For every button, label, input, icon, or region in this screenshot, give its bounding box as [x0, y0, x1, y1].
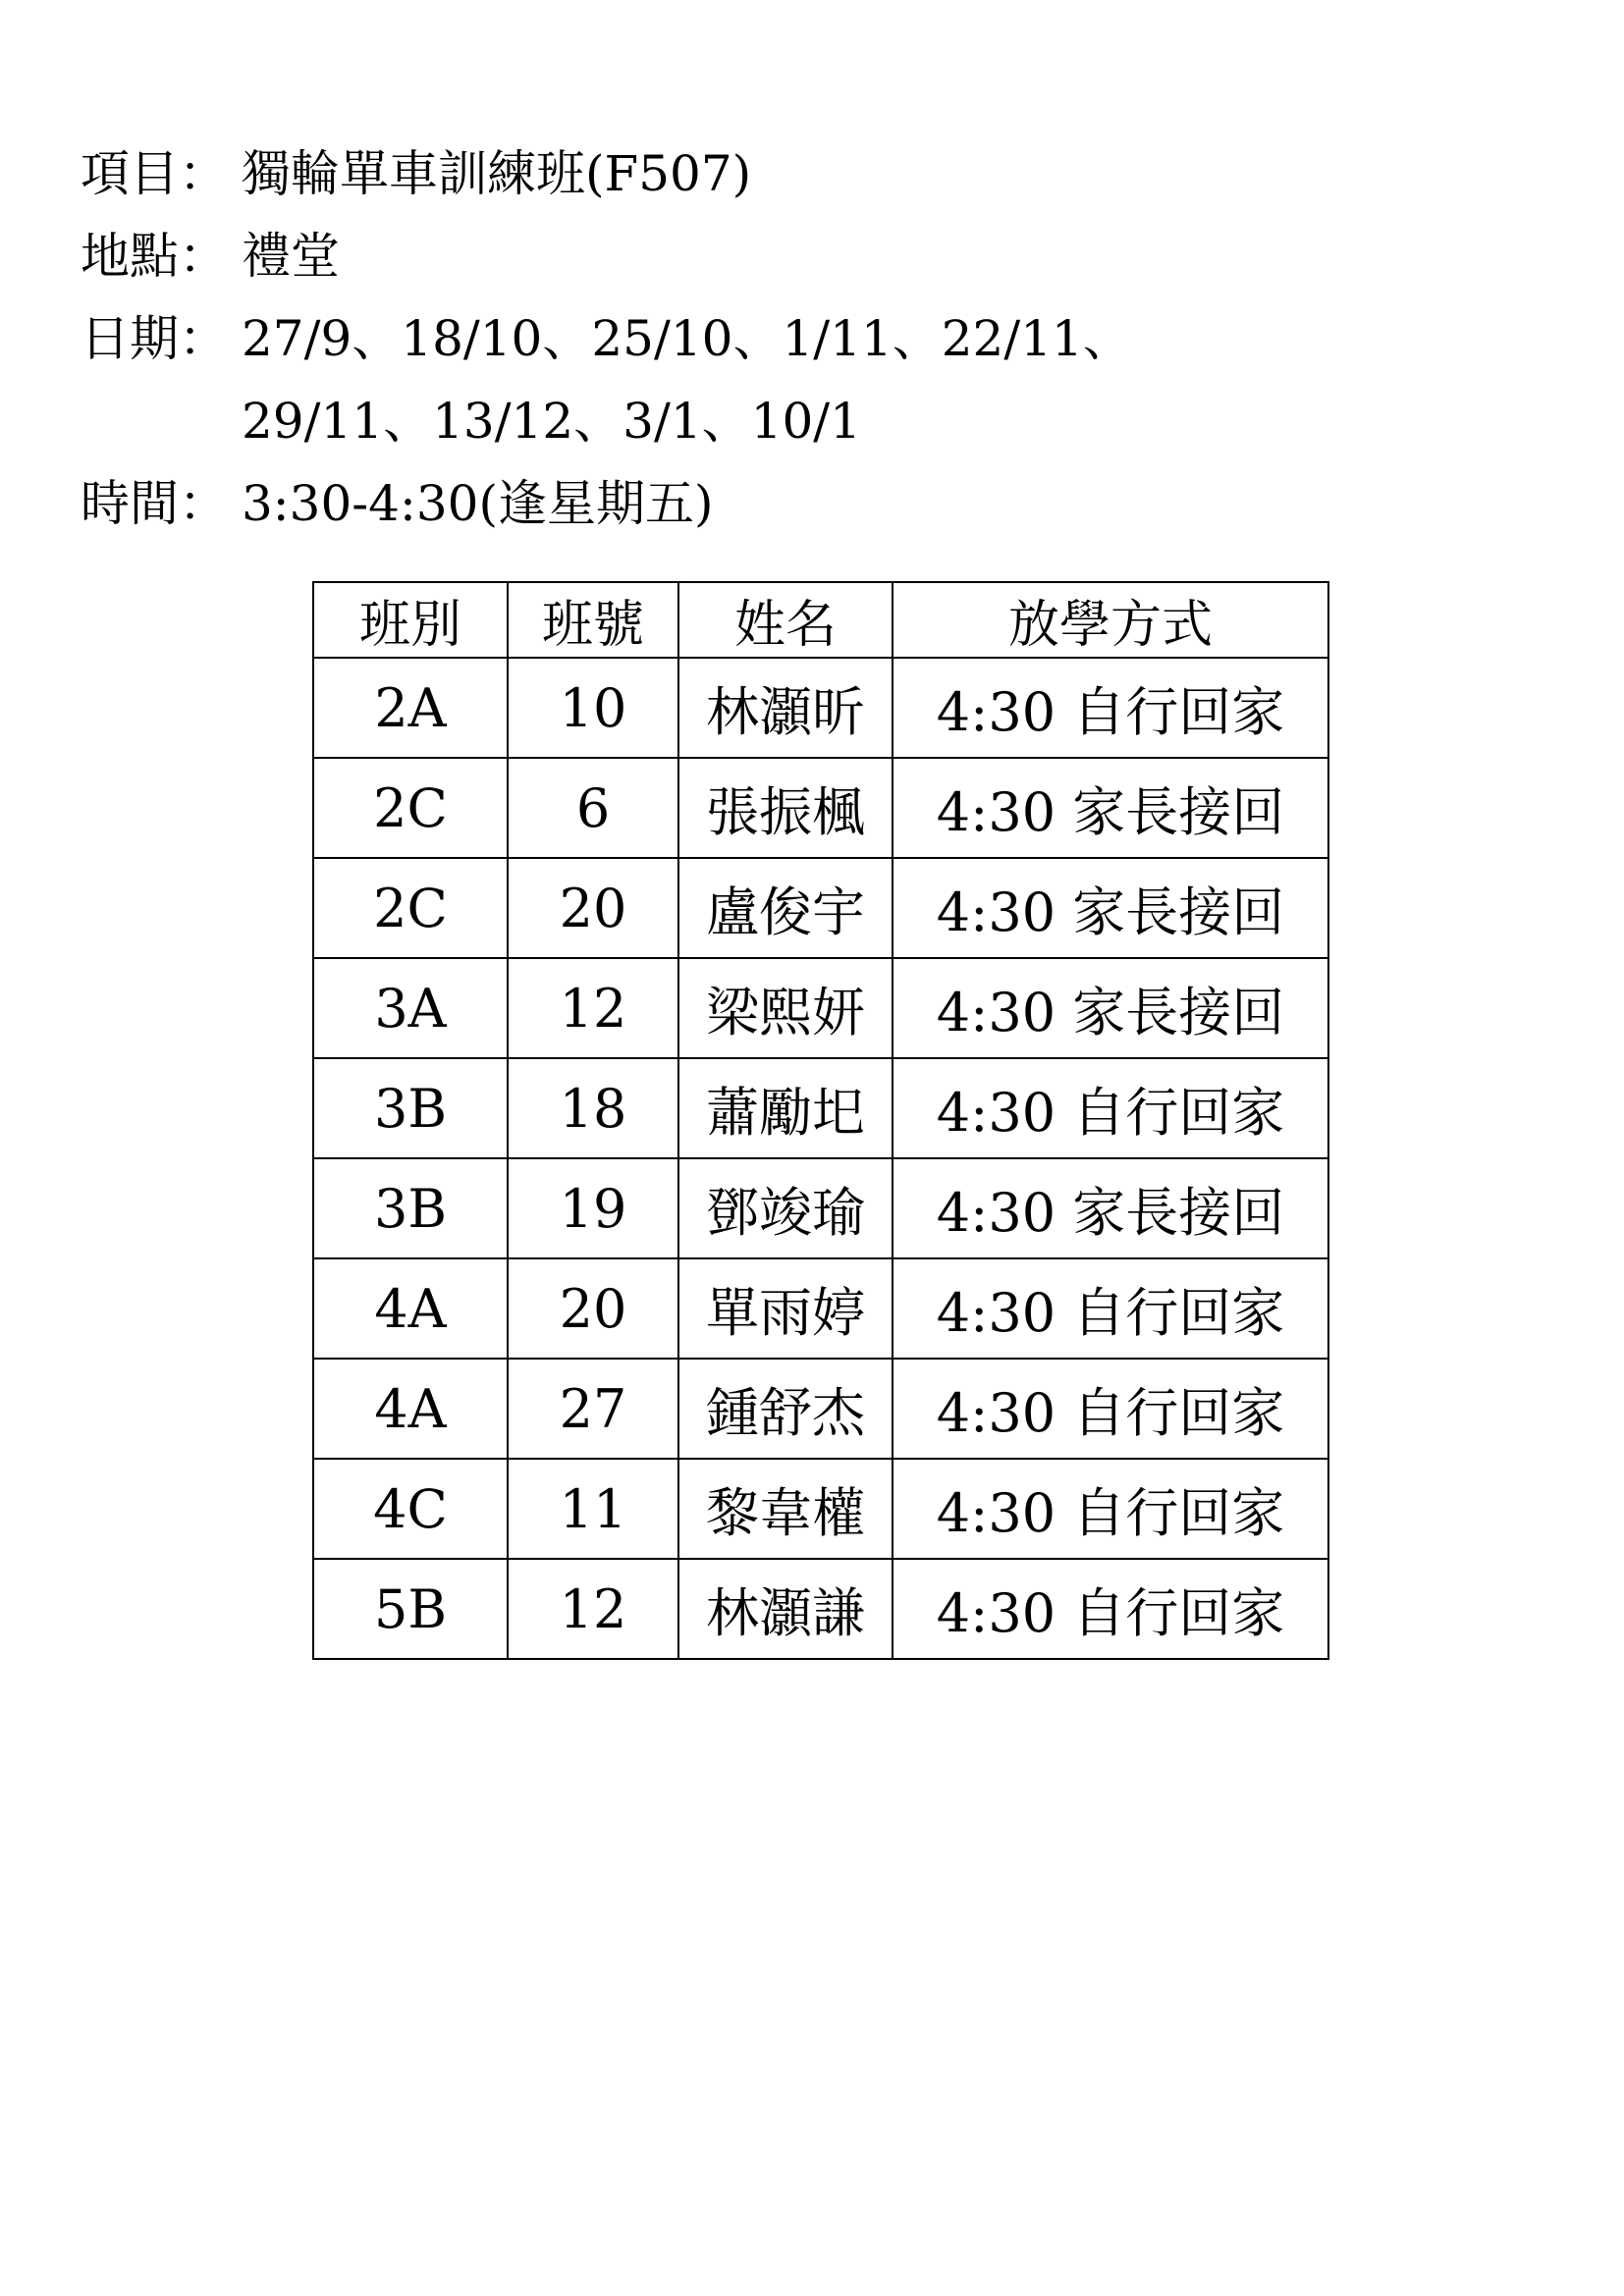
time-value: 3:30-4:30(逢星期五)	[242, 475, 714, 532]
project-value: 獨輪單車訓練班(F507)	[242, 145, 752, 202]
cell-name: 梁熙妍	[678, 958, 893, 1058]
table-row	[313, 1559, 1328, 1659]
cell-class-number: 11	[508, 1459, 678, 1559]
table-row	[313, 1359, 1328, 1459]
cell-class-number: 12	[508, 958, 678, 1058]
time-row	[81, 462, 1132, 545]
cell-dismissal: 4:30 家長接回	[893, 1158, 1328, 1258]
table-row	[313, 958, 1328, 1058]
table-row	[313, 758, 1328, 858]
cell-name: 單雨婷	[678, 1258, 893, 1359]
cell-class: 5B	[313, 1559, 508, 1659]
cell-name: 林灝昕	[678, 658, 893, 758]
cell-name: 林灝謙	[678, 1559, 893, 1659]
class-info	[81, 133, 1132, 545]
cell-class: 4A	[313, 1258, 508, 1359]
date-values	[242, 297, 1132, 462]
cell-dismissal: 4:30 自行回家	[893, 1559, 1328, 1659]
header-dismissal: 放學方式	[893, 582, 1328, 658]
cell-class: 2A	[313, 658, 508, 758]
cell-class-number: 10	[508, 658, 678, 758]
cell-name: 盧俊宇	[678, 858, 893, 958]
table-row	[313, 1258, 1328, 1359]
cell-class: 2C	[313, 858, 508, 958]
cell-class-number: 12	[508, 1559, 678, 1659]
cell-class: 3A	[313, 958, 508, 1058]
table-row	[313, 1058, 1328, 1158]
table-row	[313, 1459, 1328, 1559]
student-table	[312, 581, 1329, 1660]
date-label: 日期：	[81, 310, 228, 367]
table-row	[313, 1158, 1328, 1258]
cell-class-number: 27	[508, 1359, 678, 1459]
cell-class-number: 19	[508, 1158, 678, 1258]
cell-dismissal: 4:30 家長接回	[893, 858, 1328, 958]
cell-class-number: 18	[508, 1058, 678, 1158]
header-name: 姓名	[678, 582, 893, 658]
cell-dismissal: 4:30 自行回家	[893, 658, 1328, 758]
venue-label: 地點：	[81, 228, 228, 285]
cell-dismissal: 4:30 自行回家	[893, 1258, 1328, 1359]
cell-class: 4A	[313, 1359, 508, 1459]
venue-row	[81, 215, 1132, 297]
cell-dismissal: 4:30 家長接回	[893, 758, 1328, 858]
date-row	[81, 297, 1132, 462]
venue-value: 禮堂	[242, 228, 340, 285]
cell-name: 黎韋權	[678, 1459, 893, 1559]
cell-name: 鄧竣瑜	[678, 1158, 893, 1258]
header-class: 班別	[313, 582, 508, 658]
date-line-2: 29/11、13/12、3/1、10/1	[242, 393, 861, 450]
cell-class-number: 20	[508, 858, 678, 958]
cell-dismissal: 4:30 自行回家	[893, 1359, 1328, 1459]
cell-class-number: 6	[508, 758, 678, 858]
cell-dismissal: 4:30 自行回家	[893, 1058, 1328, 1158]
cell-name: 蕭勵圯	[678, 1058, 893, 1158]
cell-class-number: 20	[508, 1258, 678, 1359]
header-class-number: 班號	[508, 582, 678, 658]
cell-class: 2C	[313, 758, 508, 858]
cell-class: 3B	[313, 1158, 508, 1258]
project-row	[81, 133, 1132, 215]
cell-class: 3B	[313, 1058, 508, 1158]
date-line-1: 27/9、18/10、25/10、1/11、22/11、	[242, 310, 1132, 367]
cell-class: 4C	[313, 1459, 508, 1559]
project-label: 項目：	[81, 145, 228, 202]
table-row	[313, 858, 1328, 958]
table-row	[313, 658, 1328, 758]
table-header-row	[313, 582, 1328, 658]
cell-name: 張振楓	[678, 758, 893, 858]
cell-name: 鍾舒杰	[678, 1359, 893, 1459]
cell-dismissal: 4:30 自行回家	[893, 1459, 1328, 1559]
time-label: 時間：	[81, 475, 228, 532]
cell-dismissal: 4:30 家長接回	[893, 958, 1328, 1058]
